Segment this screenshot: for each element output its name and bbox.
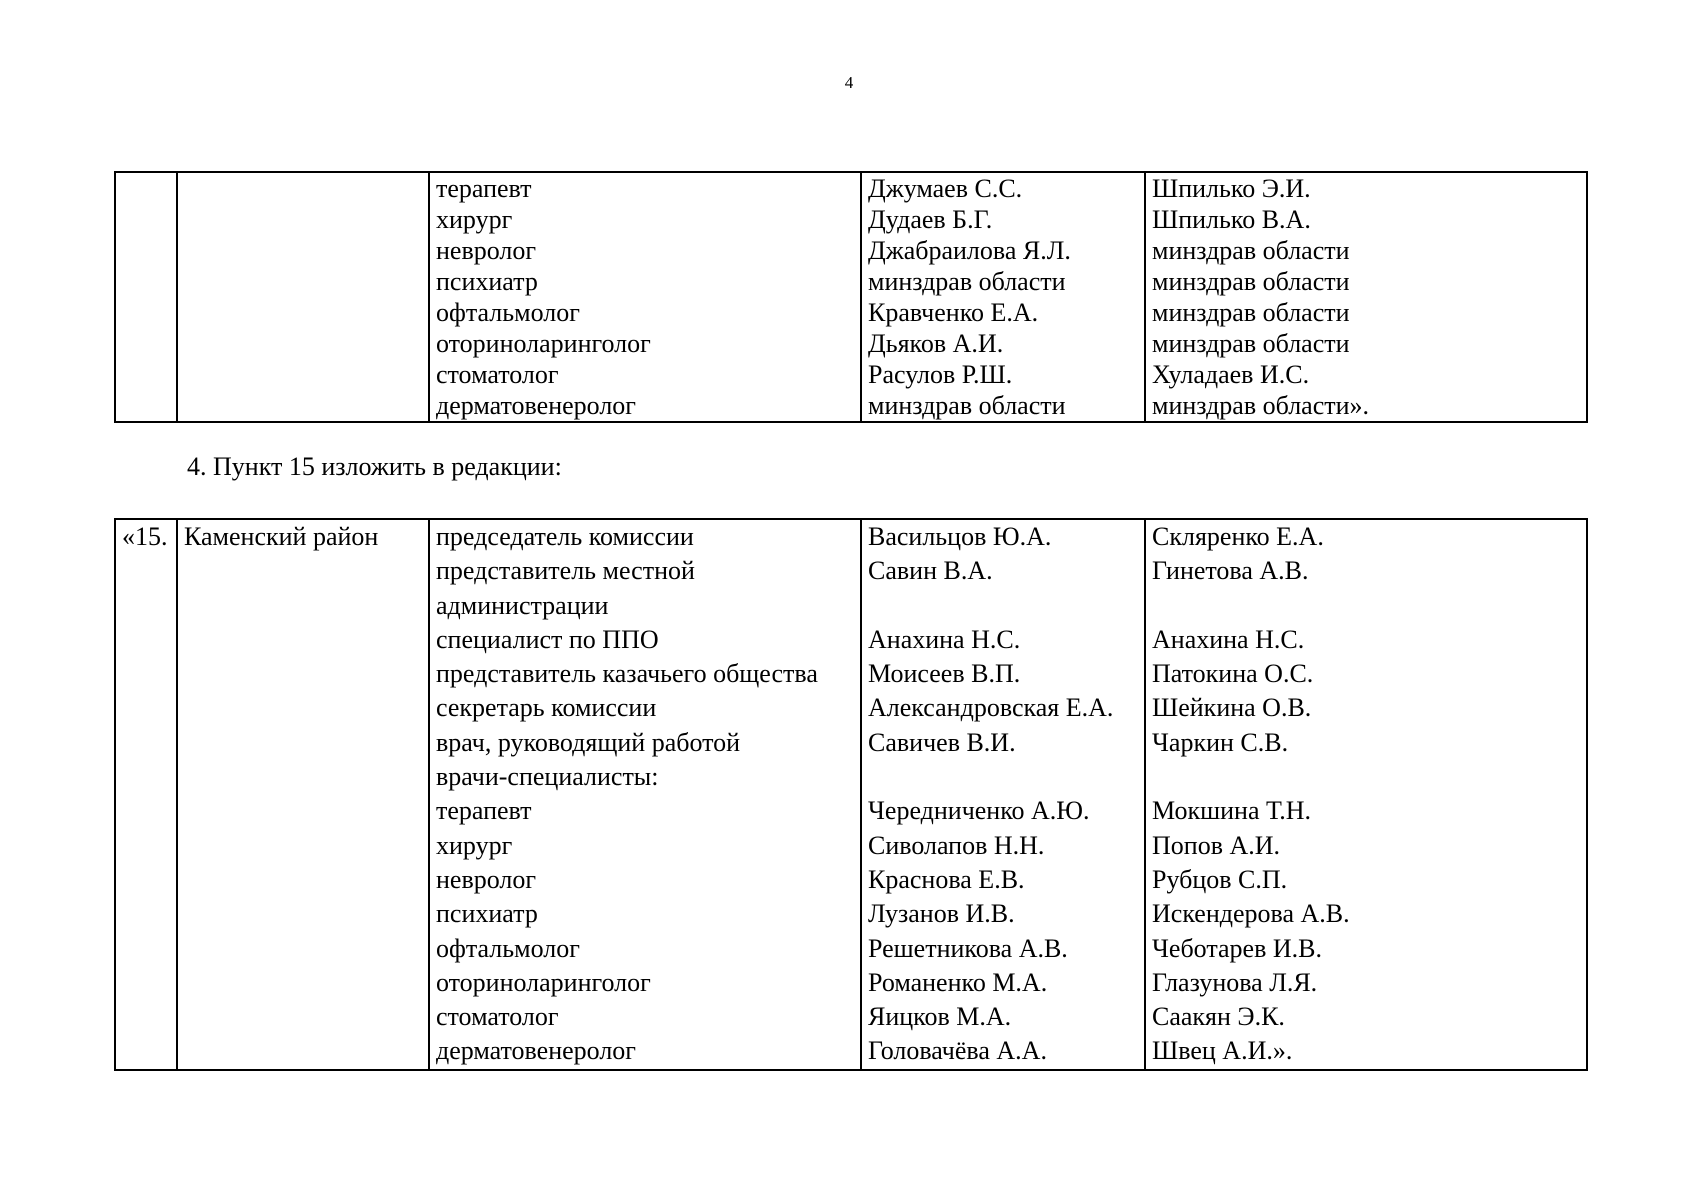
cell-line: минздрав области [1152,298,1350,327]
cell-line: администрации [436,590,609,620]
cell-line: Гинетова А.В. [1152,556,1309,586]
cell-line: минздрав области». [1152,391,1370,420]
cell-line: дерматовенеролог [436,391,636,420]
cell-line: оториноларинголог [436,967,651,997]
cell-line: секретарь комиссии [436,693,657,723]
cell-line: Краснова Е.В. [868,864,1025,894]
cell-line: офтальмолог [436,298,580,327]
page-number: 4 [844,73,854,92]
cell-line: Васильцов Ю.А. [868,522,1052,551]
cell-line: терапевт [436,796,532,826]
cell-line: Кравченко Е.А. [868,298,1039,327]
cell-line: Лузанов И.В. [868,899,1015,929]
item-number-cell [115,172,177,422]
cell-line: Расулов Р.Ш. [868,360,1013,389]
cell-line: Романенко М.А. [868,967,1048,997]
cell-line: Савин В.А. [868,556,993,586]
cell-line [868,760,1144,794]
table-row [115,172,1587,422]
cell-line: врач, руководящий работой [436,727,741,757]
reserves-cell [1145,172,1587,422]
cell-line: Хуладаев И.С. [1152,360,1310,389]
cell-line [868,589,1144,623]
cell-line: хирург [436,830,513,860]
cell-line: Саакян Э.К. [1152,1002,1285,1032]
cell-line: Яицков М.А. [868,1002,1012,1032]
cell-line: Искендерова А.В. [1152,899,1350,929]
cell-line: Савичев В.И. [868,727,1016,757]
cell-line: представитель местной [436,556,695,586]
members-cell [861,519,1145,1070]
cell-line: терапевт [436,174,532,203]
cell-line: минздрав области [868,267,1066,296]
item-number-cell: «15. [115,519,177,1070]
cell-line: невролог [436,236,537,265]
district-cell: Каменский район [177,519,429,1070]
cell-line: оториноларинголог [436,329,651,358]
cell-line: минздрав области [868,391,1066,420]
table-row [115,519,1587,1070]
cell-line: Шпилько В.А. [1152,205,1311,234]
members-cell [861,172,1145,422]
cell-line: Моисеев В.П. [868,659,1021,689]
cell-line: психиатр [436,267,538,296]
cell-line: Чаркин С.В. [1152,727,1289,757]
cell-line: Патокина О.С. [1152,659,1314,689]
roles-cell [429,172,861,422]
cell-line: минздрав области [1152,236,1350,265]
cell-line [1152,589,1586,623]
cell-line: представитель казачьего общества [436,659,818,689]
district-cell [177,172,429,422]
cell-line: Дьяков А.И. [868,329,1004,358]
cell-line: Скляренко Е.А. [1152,522,1324,551]
cell-line: офтальмолог [436,933,580,963]
cell-line: Джумаев С.С. [868,174,1023,203]
cell-line: невролог [436,864,537,894]
cell-line: стоматолог [436,360,559,389]
cell-line: Александровская Е.А. [868,693,1114,723]
cell-line: Шпилько Э.И. [1152,174,1311,203]
cell-line: Головачёва А.А. [868,1036,1047,1066]
cell-line: специалист по ППО [436,624,659,654]
cell-line: минздрав области [1152,329,1350,358]
commission-table-item-15 [114,518,1588,1071]
amendment-paragraph: 4. Пункт 15 изложить в редакции: [187,452,562,481]
reserves-cell [1145,519,1587,1070]
cell-line: Швец А.И.». [1152,1036,1293,1066]
cell-line: Чеботарев И.В. [1152,933,1322,963]
cell-line: психиатр [436,899,538,929]
roles-cell [429,519,861,1070]
cell-line: Джабраилова Я.Л. [868,236,1071,265]
cell-line [1152,760,1586,794]
commission-table-continuation [114,171,1588,423]
cell-line: стоматолог [436,1002,559,1032]
cell-line: врачи-специалисты: [436,762,659,792]
cell-line: Попов А.И. [1152,830,1281,860]
cell-line: Дудаев Б.Г. [868,205,993,234]
cell-line: Сиволапов Н.Н. [868,830,1045,860]
cell-line: Рубцов С.П. [1152,864,1288,894]
cell-line: минздрав области [1152,267,1350,296]
cell-line: Шейкина О.В. [1152,693,1312,723]
cell-line: дерматовенеролог [436,1036,636,1066]
cell-line: Анахина Н.С. [868,624,1021,654]
cell-line: Анахина Н.С. [1152,624,1305,654]
cell-line: хирург [436,205,513,234]
cell-line: Решетникова А.В. [868,933,1068,963]
cell-line: председатель комиссии [436,522,694,551]
cell-line: Мокшина Т.Н. [1152,796,1312,826]
cell-line: Глазунова Л.Я. [1152,967,1318,997]
cell-line: Чередниченко А.Ю. [868,796,1090,826]
